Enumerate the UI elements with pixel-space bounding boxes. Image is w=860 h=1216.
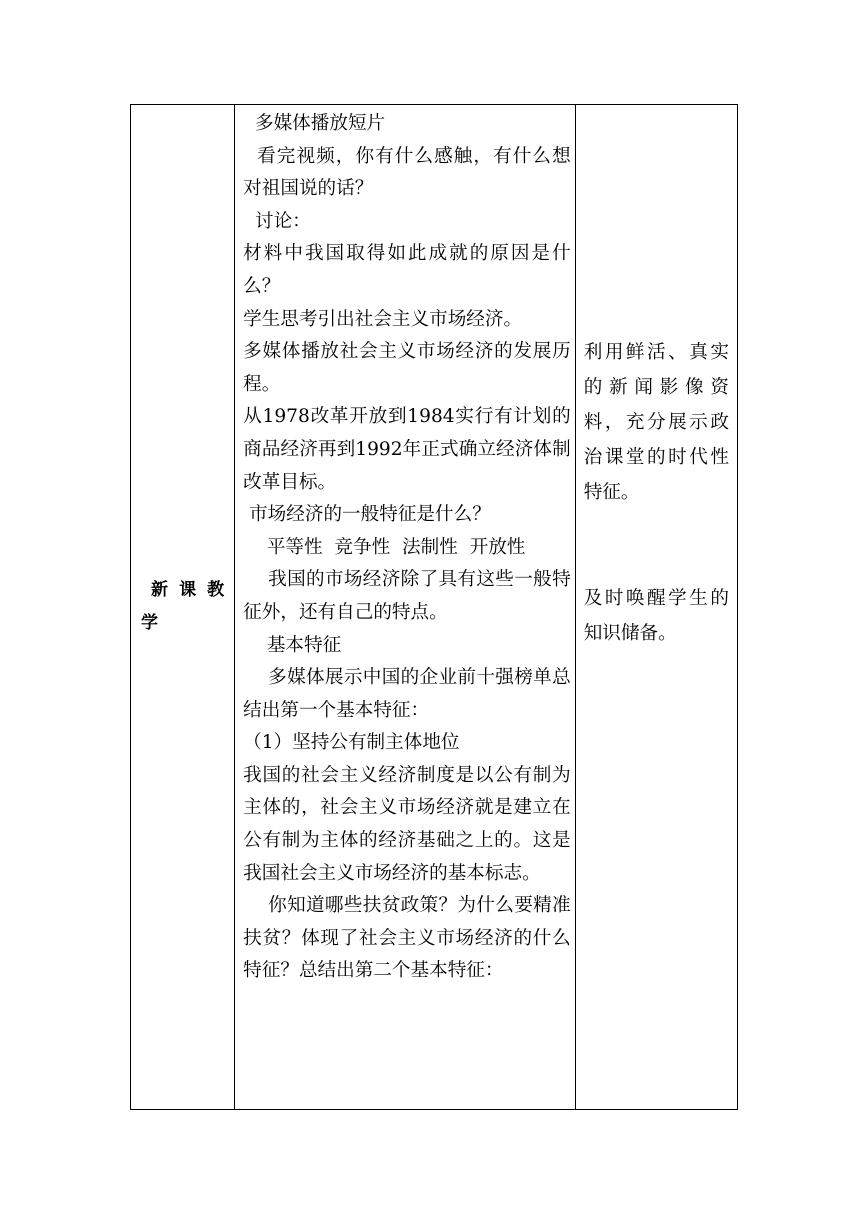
content-paragraph: 我国的市场经济除了具有这些一般特征外，还有自己的特点。 — [243, 569, 571, 623]
content-paragraph: 讨论： — [243, 210, 311, 232]
note-spacer — [584, 510, 729, 581]
design-intent-cell — [575, 105, 737, 1110]
content-paragraph: 基本特征 — [243, 634, 342, 656]
lesson-plan-table — [130, 104, 738, 1110]
design-note: 及时唤醒学生的知识储备。 — [583, 588, 729, 644]
content-paragraph: （1）坚持公有制主体地位 — [243, 732, 460, 754]
content-paragraph: 多媒体播放社会主义市场经济的发展历程。 — [243, 341, 571, 395]
teaching-content-cell — [235, 105, 576, 1110]
content-paragraph: 材料中我国取得如此成就的原因是什么？ — [243, 243, 571, 297]
section-label-line1: 新课教 — [151, 580, 225, 600]
content-paragraph: 你知道哪些扶贫政策？为什么要精准扶贫？体现了社会主义市场经济的什么特征？总结出第二个基本特征： — [243, 895, 571, 982]
content-paragraph: 从1978改革开放到1984实行有计划的商品经济再到1992年正式确立经济体制改革目标。 — [243, 406, 571, 493]
section-label-cell — [131, 105, 235, 1110]
content-paragraph: 市场经济的一般特征是什么？ — [243, 504, 491, 526]
content-paragraph: 看完视频，你有什么感触，有什么想对祖国说的话？ — [243, 145, 571, 200]
content-paragraph: 平等性 竞争性 法制性 开放性 — [243, 536, 526, 558]
design-note: 利用鲜活、真实的新闻影像资料，充分展示政治课堂的时代性特征。 — [583, 342, 729, 503]
content-paragraph: 学生思考引出社会主义市场经济。 — [243, 308, 523, 330]
table-row — [131, 105, 738, 1110]
content-paragraph: 多媒体展示中国的企业前十强榜单总结出第一个基本特征： — [243, 667, 571, 721]
content-paragraph: 多媒体播放短片 — [243, 113, 386, 134]
content-paragraph: 我国的社会主义经济制度是以公有制为主体的，社会主义市场经济就是建立在公有制为主体的经济基础之上的。这是我国社会主义市场经济的基本标志。 — [243, 764, 571, 884]
section-label-line2: 学 — [141, 613, 158, 633]
